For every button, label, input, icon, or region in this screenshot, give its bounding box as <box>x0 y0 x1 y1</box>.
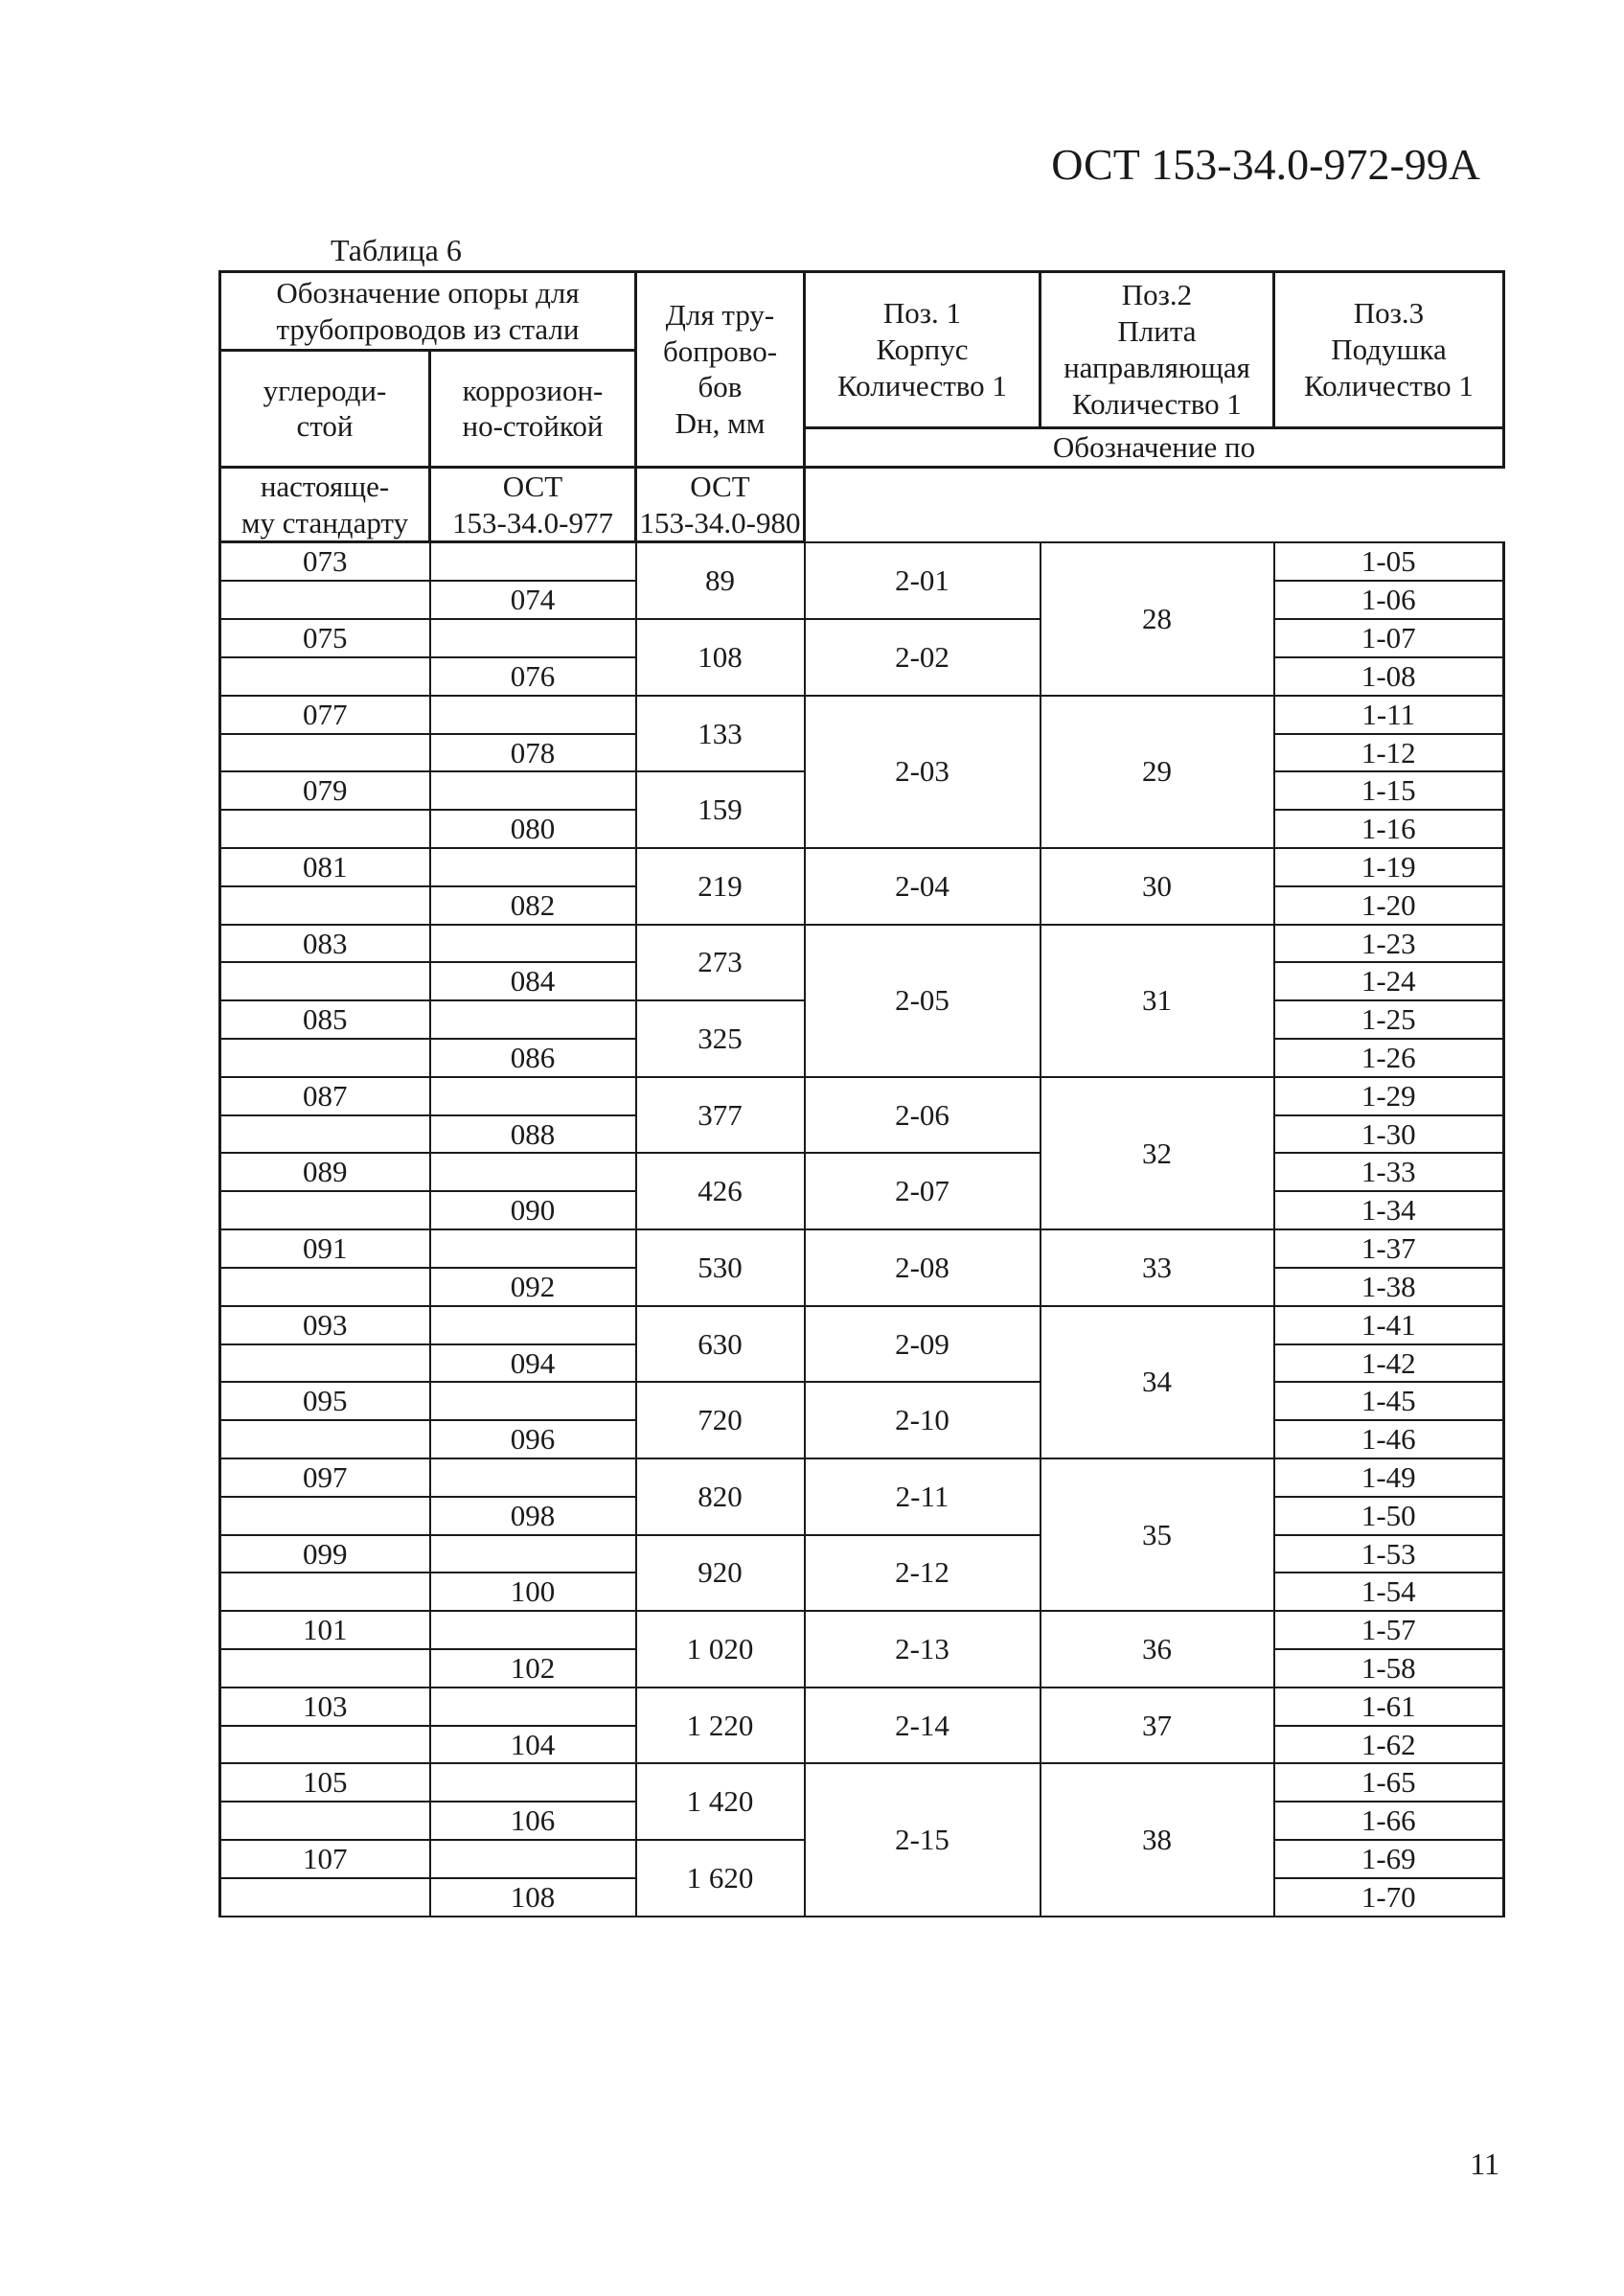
carbon-steel-designation: 073 <box>220 542 430 581</box>
corrosion-steel-designation <box>430 1000 636 1039</box>
pipe-diameter-cell: 530 <box>636 1229 805 1306</box>
pos3-designation: 1-45 <box>1274 1382 1504 1420</box>
pipe-diameter-cell: 133 <box>636 696 805 772</box>
carbon-steel-designation: 095 <box>220 1382 430 1420</box>
carbon-steel-designation <box>220 1191 430 1229</box>
carbon-steel-designation: 075 <box>220 619 430 657</box>
pipe-diameter-cell: 159 <box>636 771 805 848</box>
corrosion-steel-designation: 094 <box>430 1344 636 1383</box>
corrosion-steel-designation <box>430 542 636 581</box>
header-carbon-steel: углероди- стой <box>220 351 430 468</box>
pos1-designation: 2-05 <box>805 925 1041 1077</box>
carbon-steel-designation: 077 <box>220 696 430 734</box>
corrosion-steel-designation <box>430 1535 636 1573</box>
pos1-designation: 2-14 <box>805 1688 1041 1764</box>
header-corrosion-steel: коррозион- но-стойкой <box>430 351 636 468</box>
carbon-steel-designation <box>220 1649 430 1688</box>
carbon-steel-designation: 103 <box>220 1688 430 1726</box>
pipe-diameter-cell: 325 <box>636 1000 805 1077</box>
pos3-designation: 1-08 <box>1274 657 1504 696</box>
document-code: ОСТ 153-34.0-972-99А <box>1051 140 1480 189</box>
pos3-designation: 1-41 <box>1274 1306 1504 1344</box>
pos2-designation: 35 <box>1041 1458 1274 1611</box>
corrosion-steel-designation <box>430 1077 636 1115</box>
pos3-designation: 1-53 <box>1274 1535 1504 1573</box>
pos3-designation: 1-34 <box>1274 1191 1504 1229</box>
pipe-diameter-cell: 1 020 <box>636 1611 805 1688</box>
corrosion-steel-designation: 082 <box>430 886 636 925</box>
pipe-diameter-cell: 630 <box>636 1306 805 1383</box>
table-row <box>220 1535 1504 1573</box>
pipe-diameter-cell: 1 220 <box>636 1688 805 1764</box>
pos3-designation: 1-19 <box>1274 848 1504 886</box>
carbon-steel-designation <box>220 1497 430 1535</box>
pos3-designation: 1-65 <box>1274 1763 1504 1802</box>
corrosion-steel-designation: 096 <box>430 1420 636 1458</box>
corrosion-steel-designation <box>430 848 636 886</box>
carbon-steel-designation <box>220 1344 430 1383</box>
pos3-designation: 1-29 <box>1274 1077 1504 1115</box>
carbon-steel-designation <box>220 1726 430 1764</box>
pos2-designation: 37 <box>1041 1688 1274 1764</box>
header-pipe-diameter: Для тру- бопрово- бов Dн, мм <box>636 272 805 468</box>
pos3-designation: 1-24 <box>1274 962 1504 1000</box>
pos3-designation: 1-26 <box>1274 1039 1504 1077</box>
pos2-designation: 32 <box>1041 1077 1274 1229</box>
corrosion-steel-designation: 092 <box>430 1268 636 1306</box>
pos3-designation: 1-54 <box>1274 1573 1504 1611</box>
pos1-designation: 2-02 <box>805 619 1041 696</box>
pos3-designation: 1-23 <box>1274 925 1504 963</box>
pos2-designation: 34 <box>1041 1306 1274 1458</box>
carbon-steel-designation: 101 <box>220 1611 430 1649</box>
pipe-diameter-cell: 426 <box>636 1153 805 1229</box>
pos3-designation: 1-25 <box>1274 1000 1504 1039</box>
header-std-980: ОСТ 153-34.0-980 <box>636 467 805 542</box>
header-std-this: настояще- му стандарту <box>220 467 430 542</box>
header-designation: Обозначение опоры для трубопроводов из стали <box>220 272 636 351</box>
table-row <box>220 848 1504 886</box>
pos2-designation: 36 <box>1041 1611 1274 1688</box>
pos3-designation: 1-37 <box>1274 1229 1504 1268</box>
pos1-designation: 2-01 <box>805 542 1041 619</box>
table-row <box>220 1763 1504 1802</box>
pos3-designation: 1-15 <box>1274 771 1504 810</box>
pipe-diameter-cell: 273 <box>636 925 805 1001</box>
table-row <box>220 1306 1504 1344</box>
pos3-designation: 1-30 <box>1274 1115 1504 1154</box>
pipe-diameter-cell: 1 620 <box>636 1840 805 1917</box>
carbon-steel-designation <box>220 1039 430 1077</box>
page-number: 11 <box>1470 2147 1499 2181</box>
pos3-designation: 1-61 <box>1274 1688 1504 1726</box>
carbon-steel-designation: 089 <box>220 1153 430 1191</box>
corrosion-steel-designation: 098 <box>430 1497 636 1535</box>
carbon-steel-designation <box>220 886 430 925</box>
table-header <box>220 272 1504 542</box>
corrosion-steel-designation <box>430 1611 636 1649</box>
corrosion-steel-designation: 076 <box>430 657 636 696</box>
corrosion-steel-designation: 090 <box>430 1191 636 1229</box>
pos2-designation: 29 <box>1041 696 1274 848</box>
corrosion-steel-designation: 078 <box>430 734 636 772</box>
pipe-diameter-cell: 920 <box>636 1535 805 1612</box>
carbon-steel-designation <box>220 1268 430 1306</box>
pos3-designation: 1-58 <box>1274 1649 1504 1688</box>
pos3-designation: 1-57 <box>1274 1611 1504 1649</box>
pos1-designation: 2-09 <box>805 1306 1041 1383</box>
header-pos2: Поз.2 Плита направляющая Количество 1 <box>1041 272 1274 428</box>
table-row <box>220 1458 1504 1497</box>
table-row <box>220 925 1504 963</box>
header-std-977: ОСТ 153-34.0-977 <box>430 467 636 542</box>
pos3-designation: 1-50 <box>1274 1497 1504 1535</box>
carbon-steel-designation: 105 <box>220 1763 430 1802</box>
pipe-diameter-cell: 89 <box>636 542 805 619</box>
carbon-steel-designation <box>220 1878 430 1917</box>
pipe-diameter-cell: 820 <box>636 1458 805 1535</box>
corrosion-steel-designation <box>430 1382 636 1420</box>
pipe-diameter-cell: 377 <box>636 1077 805 1154</box>
pos1-designation: 2-13 <box>805 1611 1041 1688</box>
pos3-designation: 1-46 <box>1274 1420 1504 1458</box>
pos3-designation: 1-11 <box>1274 696 1504 734</box>
corrosion-steel-designation: 084 <box>430 962 636 1000</box>
carbon-steel-designation: 085 <box>220 1000 430 1039</box>
carbon-steel-designation: 079 <box>220 771 430 810</box>
carbon-steel-designation: 083 <box>220 925 430 963</box>
table-row <box>220 1229 1504 1268</box>
carbon-steel-designation: 107 <box>220 1840 430 1878</box>
corrosion-steel-designation <box>430 1840 636 1878</box>
pos3-designation: 1-33 <box>1274 1153 1504 1191</box>
pos3-designation: 1-62 <box>1274 1726 1504 1764</box>
pipe-diameter-cell: 720 <box>636 1382 805 1458</box>
pipe-diameter-cell: 108 <box>636 619 805 696</box>
carbon-steel-designation: 081 <box>220 848 430 886</box>
carbon-steel-designation <box>220 810 430 848</box>
carbon-steel-designation <box>220 734 430 772</box>
corrosion-steel-designation <box>430 1688 636 1726</box>
pipe-diameter-cell: 219 <box>636 848 805 925</box>
header-designation-by: Обозначение по <box>805 428 1504 468</box>
carbon-steel-designation: 099 <box>220 1535 430 1573</box>
pos3-designation: 1-38 <box>1274 1268 1504 1306</box>
pos1-designation: 2-11 <box>805 1458 1041 1535</box>
pos2-designation: 31 <box>1041 925 1274 1077</box>
table-row <box>220 1611 1504 1649</box>
pos3-designation: 1-49 <box>1274 1458 1504 1497</box>
corrosion-steel-designation <box>430 925 636 963</box>
table-row <box>220 542 1504 581</box>
pos1-designation: 2-07 <box>805 1153 1041 1229</box>
corrosion-steel-designation <box>430 1306 636 1344</box>
carbon-steel-designation: 091 <box>220 1229 430 1268</box>
pos3-designation: 1-05 <box>1274 542 1504 581</box>
corrosion-steel-designation <box>430 1458 636 1497</box>
corrosion-steel-designation <box>430 771 636 810</box>
pos1-designation: 2-12 <box>805 1535 1041 1612</box>
pos2-designation: 33 <box>1041 1229 1274 1306</box>
pos3-designation: 1-42 <box>1274 1344 1504 1383</box>
carbon-steel-designation <box>220 581 430 619</box>
table-row <box>220 1153 1504 1191</box>
pos2-designation: 38 <box>1041 1763 1274 1916</box>
corrosion-steel-designation: 074 <box>430 581 636 619</box>
carbon-steel-designation <box>220 962 430 1000</box>
pos2-designation: 28 <box>1041 542 1274 696</box>
pos3-designation: 1-70 <box>1274 1878 1504 1917</box>
table-caption: Таблица 6 <box>331 233 462 267</box>
corrosion-steel-designation <box>430 1229 636 1268</box>
carbon-steel-designation <box>220 1420 430 1458</box>
corrosion-steel-designation: 100 <box>430 1573 636 1611</box>
supports-table <box>218 270 1505 1917</box>
corrosion-steel-designation <box>430 1153 636 1191</box>
pos3-designation: 1-66 <box>1274 1802 1504 1840</box>
corrosion-steel-designation: 108 <box>430 1878 636 1917</box>
pos1-designation: 2-08 <box>805 1229 1041 1306</box>
header-pos3: Поз.3 Подушка Количество 1 <box>1274 272 1504 428</box>
pos3-designation: 1-06 <box>1274 581 1504 619</box>
carbon-steel-designation <box>220 1802 430 1840</box>
carbon-steel-designation <box>220 1115 430 1154</box>
table-row <box>220 1382 1504 1420</box>
table-body <box>220 542 1504 1917</box>
pos3-designation: 1-07 <box>1274 619 1504 657</box>
table-row <box>220 619 1504 657</box>
corrosion-steel-designation: 102 <box>430 1649 636 1688</box>
table-row <box>220 1077 1504 1115</box>
pos1-designation: 2-06 <box>805 1077 1041 1154</box>
corrosion-steel-designation <box>430 619 636 657</box>
table-row <box>220 1688 1504 1726</box>
corrosion-steel-designation: 104 <box>430 1726 636 1764</box>
pos3-designation: 1-16 <box>1274 810 1504 848</box>
corrosion-steel-designation: 106 <box>430 1802 636 1840</box>
pos1-designation: 2-04 <box>805 848 1041 925</box>
pipe-diameter-cell: 1 420 <box>636 1763 805 1840</box>
corrosion-steel-designation <box>430 1763 636 1802</box>
corrosion-steel-designation: 086 <box>430 1039 636 1077</box>
pos3-designation: 1-69 <box>1274 1840 1504 1878</box>
carbon-steel-designation <box>220 657 430 696</box>
pos3-designation: 1-12 <box>1274 734 1504 772</box>
pos1-designation: 2-15 <box>805 1763 1041 1916</box>
header-pos1: Поз. 1 Корпус Количество 1 <box>805 272 1041 428</box>
corrosion-steel-designation <box>430 696 636 734</box>
carbon-steel-designation <box>220 1573 430 1611</box>
carbon-steel-designation: 097 <box>220 1458 430 1497</box>
corrosion-steel-designation: 088 <box>430 1115 636 1154</box>
carbon-steel-designation: 093 <box>220 1306 430 1344</box>
corrosion-steel-designation: 080 <box>430 810 636 848</box>
pos1-designation: 2-03 <box>805 696 1041 848</box>
table-row <box>220 696 1504 734</box>
carbon-steel-designation: 087 <box>220 1077 430 1115</box>
pos3-designation: 1-20 <box>1274 886 1504 925</box>
pos2-designation: 30 <box>1041 848 1274 925</box>
pos1-designation: 2-10 <box>805 1382 1041 1458</box>
